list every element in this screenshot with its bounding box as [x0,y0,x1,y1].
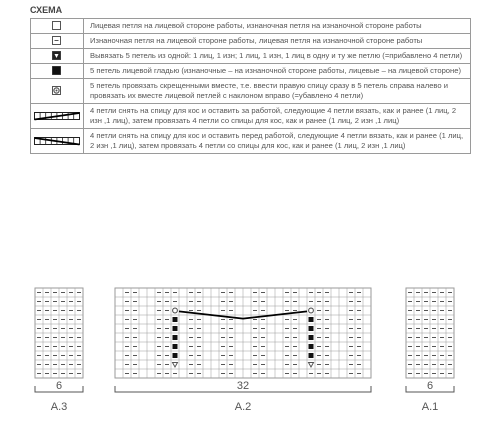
stockinette-mark [173,353,178,358]
chart-A-2 [115,288,371,413]
legend-text: 5 петель лицевой гладью (изнаночные – на изнаночной стороне работы, лицевые – на лицевой стороне) [84,64,471,79]
stockinette-mark [309,317,314,322]
stockinette-mark [309,353,314,358]
legend-text: 4 петли снять на спицу для кос и оставить за работой, следующие 4 петли вязать, как и ранее (1 лиц, 2 изн ,1 лиц), затем провязать 4 петли со спицы для кос, как и ранее (1 лиц, 2 изн ,1 лиц) [84,104,471,129]
stockinette-mark [173,344,178,349]
chart-label: A.2 [234,401,252,413]
width-label: 6 [426,380,434,392]
stockinette-mark [309,335,314,340]
stockinette-mark [173,317,178,322]
stockinette-mark [173,326,178,331]
chart-label: A.3 [50,401,68,413]
chart-A-1 [406,288,454,413]
width-label: 6 [55,380,63,392]
chart-label: A.1 [421,401,439,413]
legend-text: 4 петли снять на спицу для кос и оставить перед работой, следующие 4 петли вязать, как и ранее (1 лиц, 2 изн ,1 лиц), затем провязать 4 петли со спицы для кос, как и ранее (1 лиц, 2 изн ,1 лиц) [84,129,471,154]
legend-text: Лицевая петля на лицевой стороне работы, изнаночная петля на изнаночной стороне работы [84,19,471,34]
stockinette-mark [173,335,178,340]
section-title: СХЕМА [30,5,63,15]
legend-text: 5 петель провязать скрещенными вместе, т.е. ввести правую спицу сразу в 5 петель справа налево и провязать их вместе лицевой петлей с наклоном вправо (=убавлено 4 петли) [84,79,471,104]
legend-text: Изнаночная петля на лицевой стороне работы, лицевая петля на изнаночной стороне работы [84,34,471,49]
stockinette-mark [309,344,314,349]
chart-A-3 [35,288,83,413]
stockinette-mark [309,326,314,331]
width-label: 32 [236,380,250,392]
legend-text: Вывязать 5 петель из одной: 1 лиц, 1 изн; 1 лиц, 1 изн, 1 лиц в одну и ту же петлю (=прибавлено 4 петли) [84,49,471,64]
